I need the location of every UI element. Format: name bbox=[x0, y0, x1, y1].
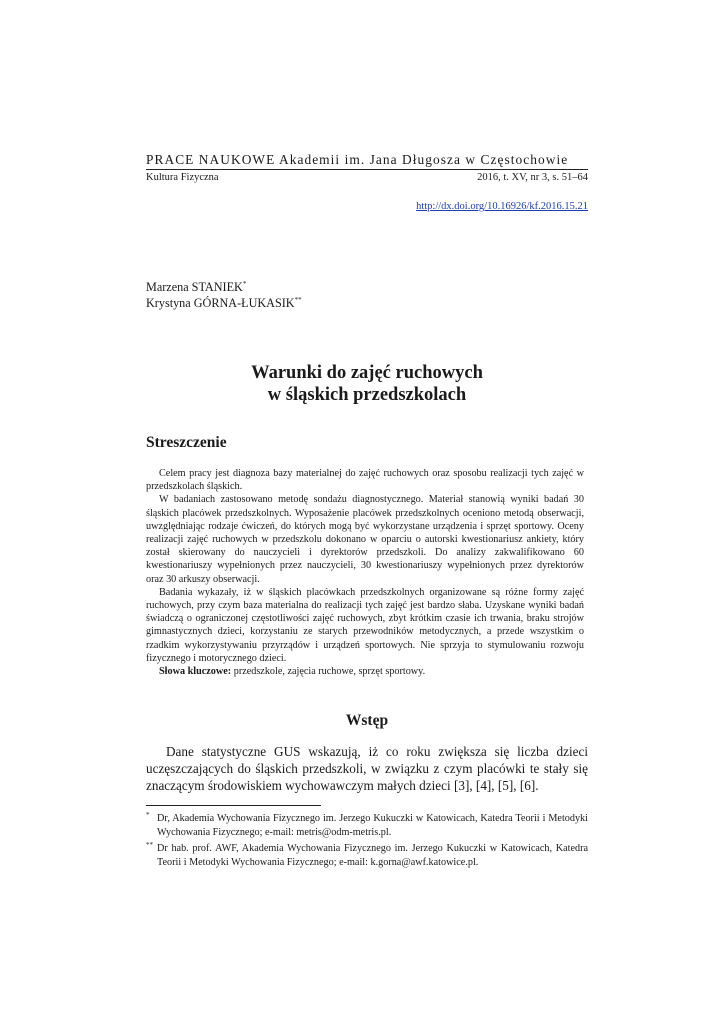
author-name: Krystyna GÓRNA-ŁUKASIK bbox=[146, 296, 295, 310]
abstract-body bbox=[146, 467, 584, 678]
author-name: Marzena STANIEK bbox=[146, 280, 243, 294]
footnote-mark: * bbox=[146, 811, 150, 819]
footnotes bbox=[146, 812, 588, 872]
journal-series: Kultura Fizyczna bbox=[146, 172, 219, 183]
intro-body bbox=[146, 743, 588, 794]
intro-paragraph: Dane statystyczne GUS wskazują, iż co roku zwiększa się liczba dzieci uczęszczających do śląskich przedszkoli, w związku z czym placówki te stały się znaczącym środowiskiem wychowawczym małych dzieci [3], [4], [5], [6]. bbox=[146, 744, 588, 793]
keywords-label: Słowa kluczowe: bbox=[159, 666, 232, 678]
abstract-paragraph: Celem pracy jest diagnoza bazy materialnej do zajęć ruchowych oraz sposobu realizacji tych zajęć w przedszkolach śląskich. bbox=[146, 468, 584, 493]
journal-issue: 2016, t. XV, nr 3, s. 51–64 bbox=[477, 172, 588, 183]
footnote-2 bbox=[146, 842, 588, 869]
journal-title: PRACE NAUKOWE Akademii im. Jana Długosza w Częstochowie bbox=[146, 152, 569, 167]
abstract-paragraph: Badania wykazały, iż w śląskich placówkach przedszkolnych organizowane są różne formy zajęć ruchowych, przy czym baza materialna do realizacji tych zajęć jest bardzo słaba. Uzyskane wyniki badań świadczą o ograniczonej częstotliwości zajęć ruchowych, zbyt krótkim czasie ich trwania, braku strojów gimnastycznych dzieci, korzystaniu ze starych przewodników metodycznych, a przede wszystkim o rzadkim wykorzystywaniu przyrządów i urządzeń sportowych. Nie sprzyja to stymulowaniu rozwoju fizycznego i motorycznego dzieci. bbox=[146, 586, 584, 664]
header-rule bbox=[146, 169, 588, 170]
footnote-text: Dr hab. prof. AWF, Akademia Wychowania Fizycznego im. Jerzego Kukuczki w Katowicach, Katedra Teorii i Metodyki Wychowania Fizycznego; e-mail: k.gorna@awf.katowice.pl. bbox=[157, 843, 588, 868]
author-1 bbox=[146, 280, 246, 295]
author-footnote-mark: * bbox=[242, 280, 247, 288]
footnote-1 bbox=[146, 812, 588, 839]
footnote-text: Dr, Akademia Wychowania Fizycznego im. Jerzego Kukuczki w Katowicach, Katedra Teorii i Metodyki Wychowania Fizycznego; e-mail: metris@odm-metris.pl. bbox=[157, 813, 588, 838]
keywords bbox=[146, 665, 584, 678]
title-line-1: Warunki do zajęć ruchowych bbox=[251, 363, 483, 383]
author-footnote-mark: ** bbox=[294, 296, 302, 304]
paper-title bbox=[146, 362, 588, 406]
keywords-text: przedszkole, zajęcia ruchowe, sprzęt sportowy. bbox=[233, 666, 426, 678]
doi-link[interactable]: http://dx.doi.org/10.16926/kf.2016.15.21 bbox=[416, 201, 588, 212]
title-line-2: w śląskich przedszkolach bbox=[267, 385, 467, 405]
author-2 bbox=[146, 296, 302, 311]
abstract-heading: Streszczenie bbox=[146, 434, 227, 451]
footnote-rule bbox=[146, 805, 321, 806]
abstract-paragraph: W badaniach zastosowano metodę sondażu diagnostycznego. Materiał stanowią wyniki badań 30 śląskich placówek przedszkolnych. Wyposażenie placówek przedszkolnych oceniono metodą obserwacji, uwzględniając rodzaje ćwiczeń, do których mogą być wykorzystane urządzenia i sprzęt sportowy. Oceny realizacji zajęć ruchowych w przedszkolu dokonano w oparciu o autorski kwestionariusz ankiety, który został skierowany do nauczycieli i dyrektorów przedszkoli. Do analizy zakwalifikowano 60 kwestionariuszy wypełnionych przez nauczycieli, 30 kwestionariuszy wypełnionych przez dyrektorów oraz 30 arkuszy obserwacji. bbox=[146, 494, 584, 585]
footnote-mark: ** bbox=[146, 841, 153, 850]
section-heading-intro: Wstęp bbox=[345, 712, 389, 729]
